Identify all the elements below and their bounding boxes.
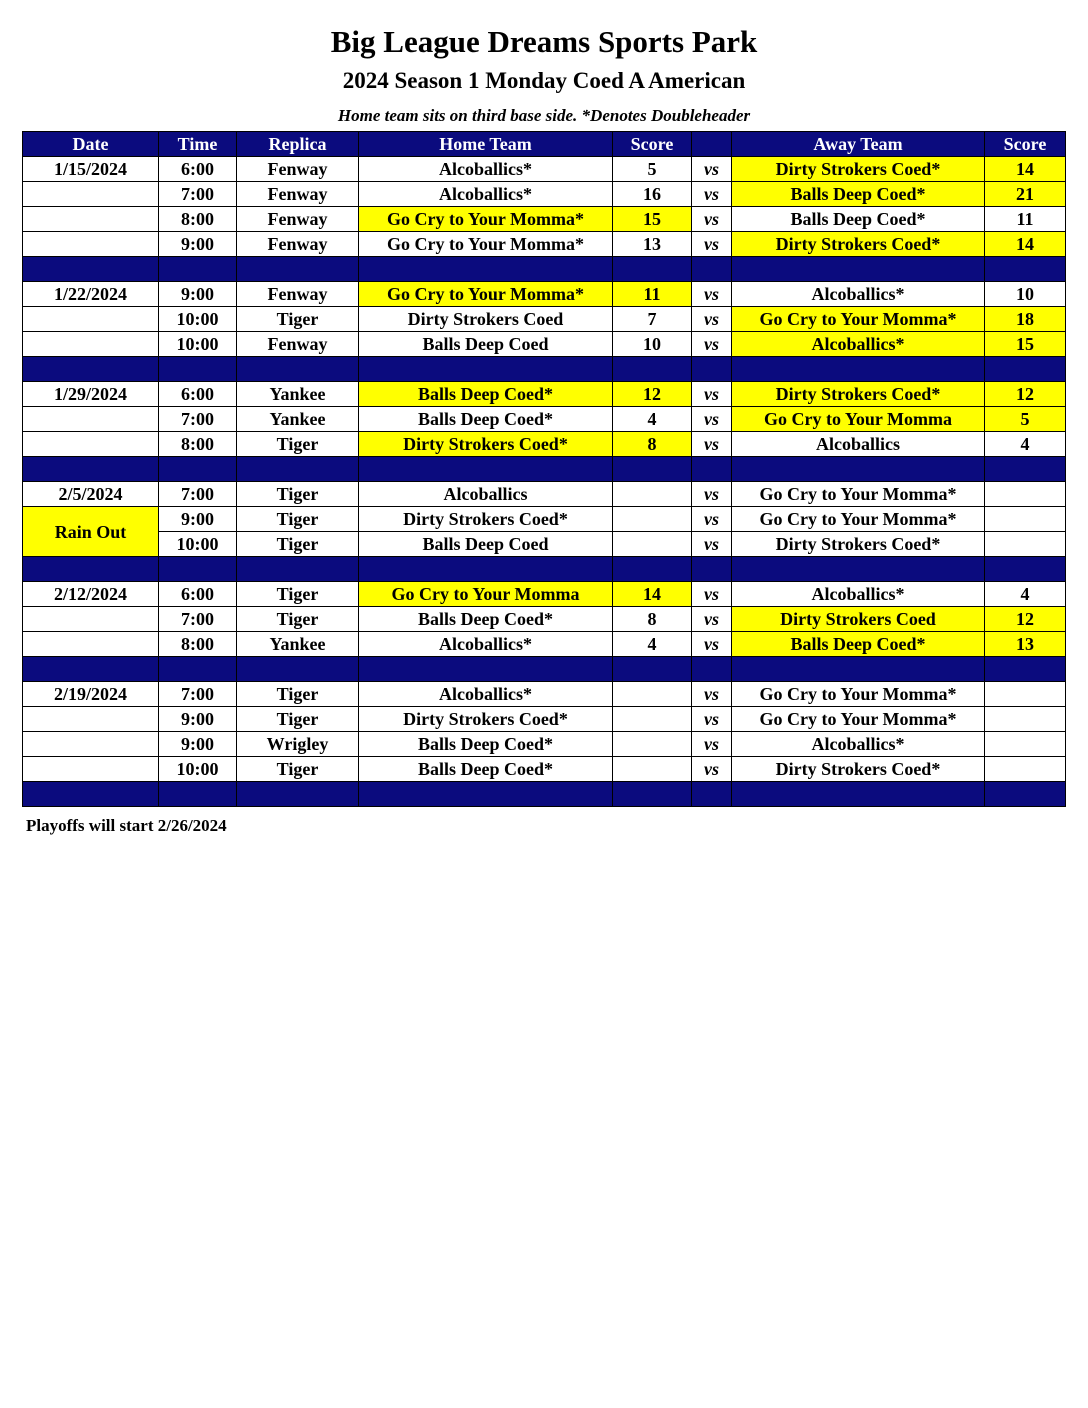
vs-label: vs <box>692 682 732 707</box>
table-row <box>23 282 1066 307</box>
home-score-cell: 14 <box>613 582 692 607</box>
col-date: Date <box>23 132 159 157</box>
table-row <box>23 507 1066 532</box>
separator-cell <box>23 457 159 482</box>
home-score-cell <box>613 682 692 707</box>
away-team-cell: Alcoballics* <box>732 332 985 357</box>
table-row <box>23 532 1066 557</box>
away-score-cell: 18 <box>985 307 1066 332</box>
away-team-cell: Dirty Strokers Coed* <box>732 532 985 557</box>
date-cell <box>23 232 159 257</box>
date-cell <box>23 757 159 782</box>
date-cell <box>23 207 159 232</box>
rain-out-badge: Rain Out <box>23 507 159 557</box>
vs-label: vs <box>692 582 732 607</box>
date-cell: 1/29/2024 <box>23 382 159 407</box>
separator-cell <box>985 782 1066 807</box>
home-score-cell <box>613 482 692 507</box>
replica-cell: Yankee <box>237 407 359 432</box>
separator-cell <box>732 357 985 382</box>
away-team-cell: Dirty Strokers Coed* <box>732 382 985 407</box>
separator-cell <box>692 457 732 482</box>
replica-cell: Tiger <box>237 532 359 557</box>
date-cell: 1/22/2024 <box>23 282 159 307</box>
header-row <box>23 132 1066 157</box>
vs-label: vs <box>692 532 732 557</box>
home-score-cell: 10 <box>613 332 692 357</box>
time-cell: 7:00 <box>159 482 237 507</box>
replica-cell: Tiger <box>237 507 359 532</box>
home-team-cell: Balls Deep Coed* <box>359 407 613 432</box>
col-replica: Replica <box>237 132 359 157</box>
vs-label: vs <box>692 232 732 257</box>
home-score-cell <box>613 532 692 557</box>
away-score-cell <box>985 732 1066 757</box>
away-team-cell: Alcoballics* <box>732 582 985 607</box>
home-team-cell: Balls Deep Coed <box>359 332 613 357</box>
table-row <box>23 332 1066 357</box>
table-row <box>23 382 1066 407</box>
vs-label: vs <box>692 632 732 657</box>
home-team-cell: Dirty Strokers Coed* <box>359 507 613 532</box>
season-subtitle: 2024 Season 1 Monday Coed A American <box>342 68 746 93</box>
time-cell: 9:00 <box>159 232 237 257</box>
home-score-cell <box>613 507 692 532</box>
separator-cell <box>237 782 359 807</box>
separator-cell <box>692 357 732 382</box>
replica-cell: Fenway <box>237 332 359 357</box>
date-cell <box>23 607 159 632</box>
separator-cell <box>613 257 692 282</box>
away-team-cell: Balls Deep Coed* <box>732 632 985 657</box>
separator-cell <box>359 657 613 682</box>
date-cell: 2/5/2024 <box>23 482 159 507</box>
separator-cell <box>985 457 1066 482</box>
home-score-cell: 4 <box>613 407 692 432</box>
separator-cell <box>359 257 613 282</box>
col-away-score: Score <box>985 132 1066 157</box>
table-row <box>23 307 1066 332</box>
home-score-cell <box>613 707 692 732</box>
vs-label: vs <box>692 157 732 182</box>
away-team-cell: Dirty Strokers Coed <box>732 607 985 632</box>
week-separator <box>23 357 1066 382</box>
home-team-cell: Go Cry to Your Momma* <box>359 232 613 257</box>
away-team-cell: Go Cry to Your Momma <box>732 407 985 432</box>
home-score-cell: 5 <box>613 157 692 182</box>
page-title: Big League Dreams Sports Park <box>330 24 758 59</box>
table-row <box>23 482 1066 507</box>
separator-cell <box>985 557 1066 582</box>
separator-cell <box>159 657 237 682</box>
home-team-cell: Go Cry to Your Momma* <box>359 282 613 307</box>
separator-cell <box>732 557 985 582</box>
home-team-cell: Alcoballics <box>359 482 613 507</box>
separator-cell <box>359 557 613 582</box>
home-score-cell <box>613 732 692 757</box>
away-score-cell <box>985 682 1066 707</box>
separator-cell <box>613 557 692 582</box>
replica-cell: Tiger <box>237 432 359 457</box>
home-score-cell: 12 <box>613 382 692 407</box>
replica-cell: Fenway <box>237 207 359 232</box>
home-score-cell: 8 <box>613 607 692 632</box>
replica-cell: Yankee <box>237 632 359 657</box>
home-team-cell: Dirty Strokers Coed* <box>359 432 613 457</box>
away-team-cell: Dirty Strokers Coed* <box>732 757 985 782</box>
time-cell: 9:00 <box>159 732 237 757</box>
separator-cell <box>359 457 613 482</box>
separator-cell <box>23 357 159 382</box>
separator-cell <box>732 657 985 682</box>
time-cell: 9:00 <box>159 707 237 732</box>
away-score-cell: 21 <box>985 182 1066 207</box>
away-score-cell: 4 <box>985 582 1066 607</box>
schedule-body <box>23 157 1066 807</box>
table-row <box>23 607 1066 632</box>
date-cell <box>23 182 159 207</box>
home-team-cell: Balls Deep Coed* <box>359 607 613 632</box>
separator-cell <box>613 357 692 382</box>
away-team-cell: Dirty Strokers Coed* <box>732 232 985 257</box>
separator-cell <box>613 457 692 482</box>
replica-cell: Tiger <box>237 607 359 632</box>
replica-cell: Fenway <box>237 157 359 182</box>
home-team-cell: Alcoballics* <box>359 682 613 707</box>
separator-cell <box>732 457 985 482</box>
replica-cell: Yankee <box>237 382 359 407</box>
home-score-cell: 11 <box>613 282 692 307</box>
replica-cell: Tiger <box>237 307 359 332</box>
away-team-cell: Dirty Strokers Coed* <box>732 157 985 182</box>
away-score-cell <box>985 532 1066 557</box>
away-team-cell: Go Cry to Your Momma* <box>732 707 985 732</box>
time-cell: 8:00 <box>159 432 237 457</box>
week-separator <box>23 782 1066 807</box>
vs-label: vs <box>692 407 732 432</box>
separator-cell <box>159 782 237 807</box>
away-score-cell: 13 <box>985 632 1066 657</box>
vs-label: vs <box>692 482 732 507</box>
away-score-cell <box>985 707 1066 732</box>
col-vs <box>692 132 732 157</box>
replica-cell: Wrigley <box>237 732 359 757</box>
replica-cell: Fenway <box>237 282 359 307</box>
home-score-cell <box>613 757 692 782</box>
table-row <box>23 682 1066 707</box>
separator-cell <box>237 457 359 482</box>
time-cell: 10:00 <box>159 757 237 782</box>
table-row <box>23 182 1066 207</box>
away-team-cell: Go Cry to Your Momma* <box>732 507 985 532</box>
vs-label: vs <box>692 607 732 632</box>
table-row <box>23 232 1066 257</box>
replica-cell: Fenway <box>237 232 359 257</box>
table-row <box>23 757 1066 782</box>
time-cell: 10:00 <box>159 307 237 332</box>
schedule-table <box>22 131 1066 807</box>
home-team-cell: Balls Deep Coed* <box>359 757 613 782</box>
vs-label: vs <box>692 757 732 782</box>
away-team-cell: Alcoballics <box>732 432 985 457</box>
week-separator <box>23 257 1066 282</box>
separator-cell <box>159 257 237 282</box>
home-team-cell: Alcoballics* <box>359 632 613 657</box>
separator-cell <box>359 357 613 382</box>
home-team-cell: Alcoballics* <box>359 157 613 182</box>
home-score-cell: 8 <box>613 432 692 457</box>
home-team-cell: Balls Deep Coed* <box>359 732 613 757</box>
col-home-score: Score <box>613 132 692 157</box>
separator-cell <box>692 782 732 807</box>
date-cell <box>23 332 159 357</box>
home-score-cell: 16 <box>613 182 692 207</box>
date-cell <box>23 307 159 332</box>
separator-cell <box>23 257 159 282</box>
away-score-cell: 4 <box>985 432 1066 457</box>
week-separator <box>23 657 1066 682</box>
separator-cell <box>237 257 359 282</box>
col-time: Time <box>159 132 237 157</box>
vs-label: vs <box>692 207 732 232</box>
time-cell: 6:00 <box>159 382 237 407</box>
separator-cell <box>237 357 359 382</box>
away-score-cell: 5 <box>985 407 1066 432</box>
away-score-cell: 14 <box>985 232 1066 257</box>
vs-label: vs <box>692 307 732 332</box>
time-cell: 10:00 <box>159 532 237 557</box>
away-score-cell: 12 <box>985 382 1066 407</box>
time-cell: 6:00 <box>159 582 237 607</box>
col-away-team: Away Team <box>732 132 985 157</box>
week-separator <box>23 557 1066 582</box>
time-cell: 6:00 <box>159 157 237 182</box>
table-row <box>23 707 1066 732</box>
separator-cell <box>23 657 159 682</box>
away-score-cell: 12 <box>985 607 1066 632</box>
replica-cell: Tiger <box>237 682 359 707</box>
separator-cell <box>23 557 159 582</box>
table-row <box>23 432 1066 457</box>
away-score-cell: 14 <box>985 157 1066 182</box>
separator-cell <box>692 257 732 282</box>
vs-label: vs <box>692 282 732 307</box>
vs-label: vs <box>692 382 732 407</box>
table-row <box>23 207 1066 232</box>
vs-label: vs <box>692 707 732 732</box>
away-team-cell: Go Cry to Your Momma* <box>732 307 985 332</box>
separator-cell <box>237 657 359 682</box>
table-row <box>23 407 1066 432</box>
separator-cell <box>692 657 732 682</box>
separator-cell <box>985 257 1066 282</box>
away-score-cell <box>985 507 1066 532</box>
away-team-cell: Go Cry to Your Momma* <box>732 682 985 707</box>
week-separator <box>23 457 1066 482</box>
away-team-cell: Go Cry to Your Momma* <box>732 482 985 507</box>
vs-label: vs <box>692 332 732 357</box>
time-cell: 7:00 <box>159 607 237 632</box>
separator-cell <box>23 782 159 807</box>
home-score-cell: 13 <box>613 232 692 257</box>
time-cell: 10:00 <box>159 332 237 357</box>
date-cell <box>23 732 159 757</box>
away-team-cell: Balls Deep Coed* <box>732 207 985 232</box>
away-score-cell <box>985 482 1066 507</box>
away-team-cell: Balls Deep Coed* <box>732 182 985 207</box>
home-team-cell: Alcoballics* <box>359 182 613 207</box>
home-team-cell: Balls Deep Coed* <box>359 382 613 407</box>
schedule-note: Home team sits on third base side. *Denotes Doubleheader <box>337 106 751 125</box>
time-cell: 7:00 <box>159 182 237 207</box>
replica-cell: Tiger <box>237 582 359 607</box>
away-score-cell <box>985 757 1066 782</box>
home-team-cell: Dirty Strokers Coed* <box>359 707 613 732</box>
home-score-cell: 4 <box>613 632 692 657</box>
time-cell: 7:00 <box>159 682 237 707</box>
separator-cell <box>732 782 985 807</box>
date-cell <box>23 707 159 732</box>
separator-cell <box>159 557 237 582</box>
vs-label: vs <box>692 432 732 457</box>
playoffs-note: Playoffs will start 2/26/2024 <box>26 816 227 835</box>
table-row <box>23 582 1066 607</box>
date-cell <box>23 432 159 457</box>
separator-cell <box>359 782 613 807</box>
separator-cell <box>732 257 985 282</box>
home-team-cell: Go Cry to Your Momma* <box>359 207 613 232</box>
table-row <box>23 732 1066 757</box>
separator-cell <box>237 557 359 582</box>
home-score-cell: 7 <box>613 307 692 332</box>
col-home-team: Home Team <box>359 132 613 157</box>
separator-cell <box>985 357 1066 382</box>
time-cell: 8:00 <box>159 207 237 232</box>
separator-cell <box>985 657 1066 682</box>
table-row <box>23 632 1066 657</box>
table-row <box>23 157 1066 182</box>
time-cell: 9:00 <box>159 282 237 307</box>
vs-label: vs <box>692 507 732 532</box>
date-cell <box>23 407 159 432</box>
separator-cell <box>159 457 237 482</box>
away-score-cell: 15 <box>985 332 1066 357</box>
replica-cell: Tiger <box>237 757 359 782</box>
replica-cell: Tiger <box>237 482 359 507</box>
home-team-cell: Balls Deep Coed <box>359 532 613 557</box>
vs-label: vs <box>692 732 732 757</box>
home-team-cell: Go Cry to Your Momma <box>359 582 613 607</box>
away-score-cell: 10 <box>985 282 1066 307</box>
replica-cell: Tiger <box>237 707 359 732</box>
separator-cell <box>692 557 732 582</box>
date-cell <box>23 632 159 657</box>
date-cell: 2/12/2024 <box>23 582 159 607</box>
time-cell: 8:00 <box>159 632 237 657</box>
date-cell: 2/19/2024 <box>23 682 159 707</box>
time-cell: 7:00 <box>159 407 237 432</box>
away-team-cell: Alcoballics* <box>732 282 985 307</box>
away-team-cell: Alcoballics* <box>732 732 985 757</box>
away-score-cell: 11 <box>985 207 1066 232</box>
replica-cell: Fenway <box>237 182 359 207</box>
date-cell: 1/15/2024 <box>23 157 159 182</box>
separator-cell <box>613 657 692 682</box>
separator-cell <box>613 782 692 807</box>
home-team-cell: Dirty Strokers Coed <box>359 307 613 332</box>
time-cell: 9:00 <box>159 507 237 532</box>
home-score-cell: 15 <box>613 207 692 232</box>
vs-label: vs <box>692 182 732 207</box>
separator-cell <box>159 357 237 382</box>
